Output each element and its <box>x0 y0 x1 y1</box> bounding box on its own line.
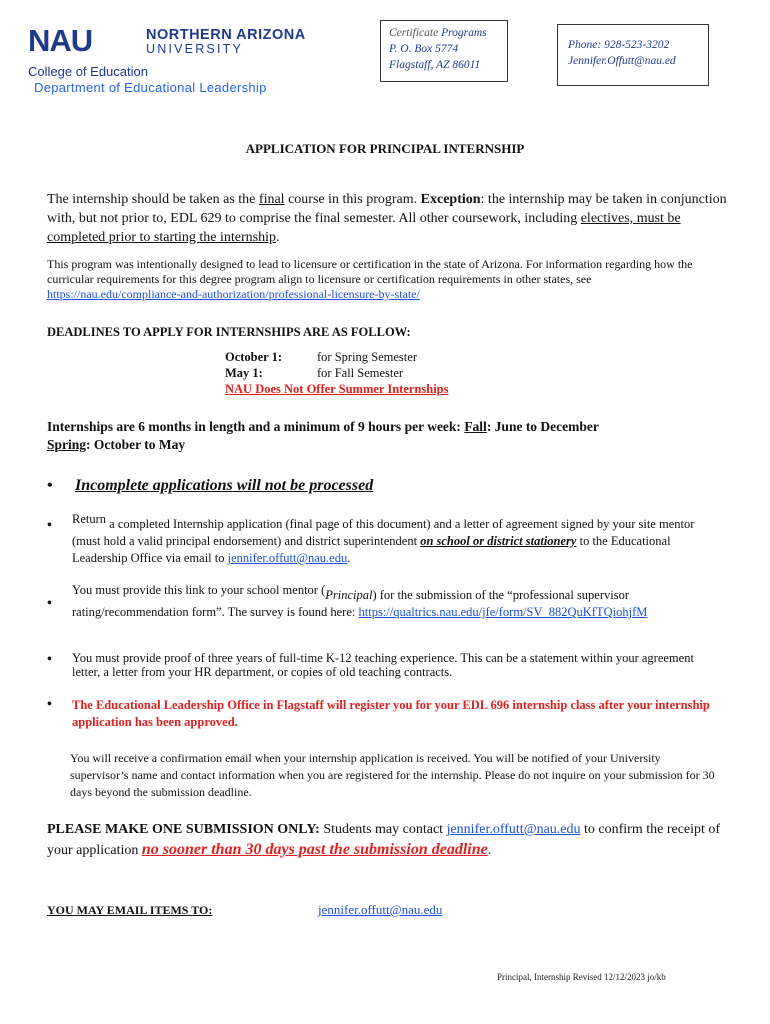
page-title: APPLICATION FOR PRINCIPAL INTERNSHIP <box>245 141 525 156</box>
address-line3: Flagstaff, AZ 86011 <box>389 59 481 71</box>
b2-text: You must provide this link to your school mentor ( <box>72 583 326 597</box>
licensure-text: This program was intentionally designed to lead to licensure or certification in the state of Arizona. For information regarding how the curricular requirements for this degree program align to licensure or certification requirements in other states, see <box>47 257 693 286</box>
deadline-row <box>225 366 403 381</box>
intro-electives: electives, must be completed prior to starting the internship <box>47 211 681 245</box>
bullet-registration: The Educational Leadership Office in Flagstaff will register you for your EDL 696 internship class after your internship application has been approved. <box>72 698 710 729</box>
b2-survey-link[interactable]: https://qualtrics.nau.edu/jfe/form/SV_882QuKfTQiohjfM <box>358 605 648 619</box>
bullet-teaching-proof: You must provide proof of three years of full-time K-12 teaching experience. This can be a statement within your agreement letter, a letter from your HR department, or copies of old teaching contracts. <box>72 651 694 679</box>
submission-notice <box>47 820 747 861</box>
bullet-icon: • <box>47 697 52 712</box>
nau-logo: NAU <box>28 23 93 58</box>
b1-stationery: on school or district stationery <box>420 534 577 548</box>
b1-text: a completed Internship application (final page of this document) and a letter of agreement signed by your site mentor (must hold a valid principal endorsement) and district superintendent <box>72 517 695 548</box>
bullet-icon: • <box>47 652 52 667</box>
address-line1a: Certificate <box>389 27 439 39</box>
length-fall: Fall <box>464 419 487 434</box>
submission-text: Students may contact <box>319 822 447 837</box>
revision-footer: Principal, Internship Revised 12/12/2023 jo/kb <box>497 972 666 982</box>
licensure-link[interactable]: https://nau.edu/compliance-and-authorization/professional-licensure-by-state/ <box>47 287 420 301</box>
bullet-return-application <box>72 512 722 567</box>
summer-note: NAU Does Not Offer Summer Internships <box>225 382 449 396</box>
department-name: Department of Educational Leadership <box>34 80 267 95</box>
email-items-label: YOU MAY EMAIL ITEMS TO: <box>47 903 213 917</box>
university-name-line1: NORTHERN ARIZONA <box>146 27 306 43</box>
contact-box <box>557 24 709 86</box>
address-box <box>380 20 508 82</box>
bullet-icon: • <box>47 596 52 611</box>
length-t1: Internships are 6 months in length and a minimum of 9 hours per week: <box>47 419 465 434</box>
b2-text2: ) for the submission of the “professional supervisor rating/recommendation form”. The survey is found here: <box>72 588 630 619</box>
bullet-mentor-link <box>72 583 722 621</box>
deadline-label: May 1: <box>225 366 263 380</box>
licensure-paragraph <box>47 257 727 302</box>
length-t3: : June to December <box>486 419 599 434</box>
university-name-line2: UNIVERSITY <box>146 42 244 56</box>
confirmation-paragraph: You will receive a confirmation email when your internship application is received. You will be notified of your University supervisor’s name and contact information when you are registered for the internship. Please do not inquire on your submission for 30 days beyond the submission deadline. <box>70 751 715 799</box>
b2-principal: Principal <box>325 588 373 602</box>
intro-t5: : the internship may be taken in conjunction with, but not prior to, EDL 629 to comprise the final semester. All other coursework, including <box>47 192 727 226</box>
bullet-icon: • <box>47 477 53 494</box>
deadline-row <box>225 350 417 365</box>
b1-return: Return <box>72 512 107 526</box>
submission-email-link[interactable]: jennifer.offutt@nau.edu <box>446 822 581 837</box>
submission-deadline-warning: no sooner than 30 days past the submission deadline <box>141 841 488 858</box>
incomplete-warning: Incomplete applications will not be processed <box>75 477 374 494</box>
submission-period: . <box>487 843 492 858</box>
submission-text2: to confirm the receipt of your application <box>47 822 721 858</box>
deadline-value: for Fall Semester <box>317 366 404 380</box>
internship-length <box>47 418 737 454</box>
deadline-label: October 1: <box>225 350 283 364</box>
address-line2: P. O. Box 5774 <box>389 43 459 55</box>
intro-t1: The internship should be taken as the <box>47 192 259 207</box>
intro-t3: course in this program. <box>284 192 421 207</box>
b1-text2: to the Educational Leadership Office via email to <box>72 534 671 565</box>
b1-email-link[interactable]: jennifer.offutt@nau.edu <box>227 551 348 565</box>
deadlines-heading: DEADLINES TO APPLY FOR INTERNSHIPS ARE AS FOLLOW: <box>47 325 411 339</box>
b1-period: . <box>347 551 351 565</box>
deadline-value: for Spring Semester <box>317 350 417 364</box>
length-t5: : October to May <box>86 437 186 452</box>
contact-phone: Phone: 928-523-3202 <box>568 39 670 51</box>
intro-exception: Exception <box>420 192 481 207</box>
email-items-link[interactable]: jennifer.offutt@nau.edu <box>318 902 443 917</box>
submission-heading: PLEASE MAKE ONE SUBMISSION ONLY: <box>47 822 320 837</box>
length-spring: Spring <box>47 437 87 452</box>
intro-t7: . <box>276 230 280 245</box>
intro-final: final <box>258 192 285 207</box>
contact-email: Jennifer.Offutt@nau.ed <box>568 55 676 67</box>
bullet-icon: • <box>47 518 52 533</box>
college-name: College of Education <box>28 64 148 79</box>
intro-paragraph <box>47 190 727 247</box>
address-line1b: Programs <box>441 27 487 39</box>
